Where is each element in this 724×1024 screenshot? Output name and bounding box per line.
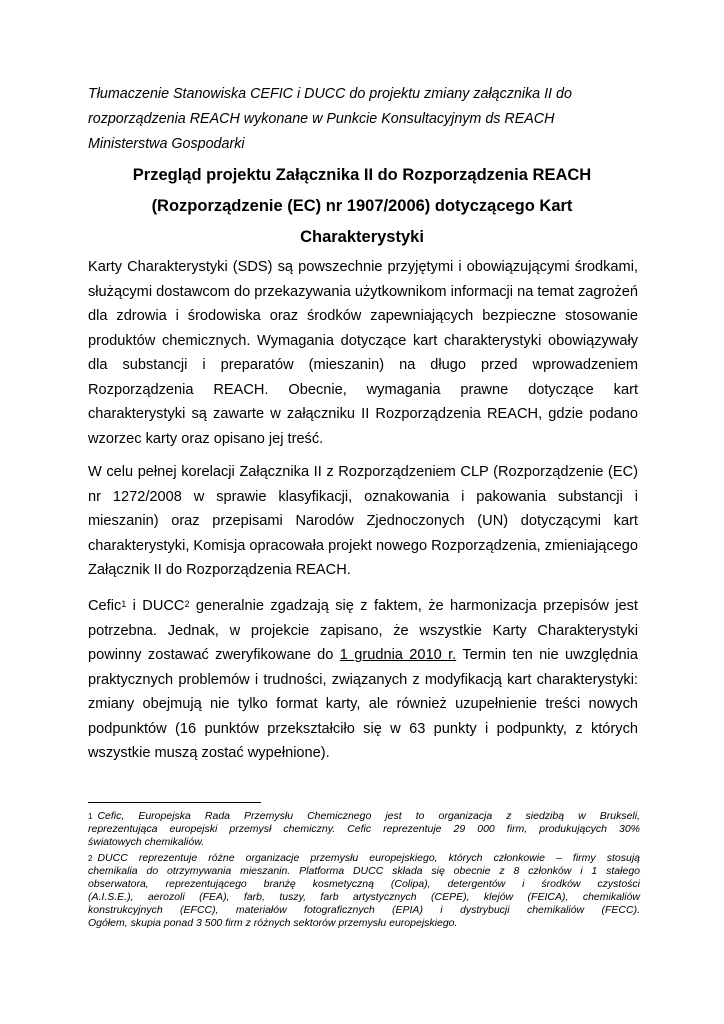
footnote-text: DUCC reprezentuje różne organizacje przemysłu europejskiego, których członkowie – firmy stosują bbox=[97, 852, 640, 864]
footnote-1 bbox=[88, 810, 640, 849]
paragraph-line: podpunktów (16 punktów przekształciło się w 63 punkty i podpunkty, z których bbox=[88, 720, 638, 737]
paragraph-line: praktycznych problemów i trudności, związanych z modyfikacją kart charakterystyki: bbox=[88, 671, 638, 688]
paragraph-3 bbox=[88, 594, 638, 766]
paragraph-line: produktów chemicznych. Wymagania dotyczące kart charakterystyki obowiązywały bbox=[88, 332, 638, 349]
title-line: (Rozporządzenie (EC) nr 1907/2006) dotyczącego Kart bbox=[151, 197, 573, 215]
document-title bbox=[88, 160, 636, 253]
paragraph-line: charakterystyki, Komisja opracowała projekt nowego Rozporządzenia, zmieniającego bbox=[88, 537, 638, 554]
footnote-line: chemikalia do otrzymywania mieszanin. Platforma DUCC składa się obecnie z 8 członków i 1 stałego bbox=[88, 865, 640, 877]
paragraph-line: dla substancji i preparatów (mieszanin) na długo przed wprowadzeniem bbox=[88, 357, 638, 373]
paragraph-line: zmiany obejmują nie tylko format karty, ale również uzupełnienie treści nowych bbox=[88, 696, 638, 712]
footnote-line: obserwatora, reprezentującego branżę kosmetyczną (Colipa), detergentów i środków czystości bbox=[88, 878, 640, 890]
footnote-number: 1 bbox=[88, 812, 93, 821]
paragraph-line: wzorzec karty oraz opisano jej treść. bbox=[88, 430, 324, 447]
line-text: powinny zostawać zweryfikowane do bbox=[88, 647, 340, 663]
footnote-number: 2 bbox=[88, 854, 93, 863]
paragraph-line: potrzebna. Jednak, w projekcie zapisano, że wszystkie Karty Charakterystyki bbox=[88, 622, 638, 639]
footnote-line: (A.I.S.E.), aerozoli (FEA), farb, tuszy, farb artystycznych (CEPE), klejów (FEICA), chemikaliów bbox=[88, 891, 640, 903]
paragraph-2 bbox=[88, 460, 638, 583]
deadline-date: 1 grudnia 2010 r. bbox=[339, 647, 457, 663]
footnote-separator bbox=[88, 802, 261, 803]
paragraph-line: nr 1272/2008 w sprawie klasyfikacji, oznakowania i pakowania substancji i bbox=[88, 488, 638, 505]
paragraph-line bbox=[88, 643, 638, 668]
paragraph-line: Karty Charakterystyki (SDS) są powszechnie przyjętymi i obowiązującymi środkami, bbox=[88, 259, 638, 275]
line-text: Termin ten nie uwzględnia bbox=[456, 647, 638, 663]
paragraph-line: wszystkie muszą zostać wypełnione). bbox=[88, 745, 330, 761]
footnote-line bbox=[88, 810, 640, 823]
paragraph-line: W celu pełnej korelacji Załącznika II z Rozporządzeniem CLP (Rozporządzenie (EC) bbox=[88, 464, 638, 480]
line-text: generalnie zgadzają się z faktem, że harmonizacja przepisów jest bbox=[189, 598, 638, 614]
paragraph-1 bbox=[88, 255, 638, 451]
title-line: Przegląd projektu Załącznika II do Rozporządzenia REACH bbox=[132, 166, 592, 184]
paragraph-line: mieszanin) oraz przepisami Narodów Zjednoczonych (UN) dotyczącymi kart bbox=[88, 513, 638, 529]
translation-note bbox=[88, 82, 648, 157]
footnote-2 bbox=[88, 852, 640, 930]
footnote-line: reprezentująca europejski przemysł chemiczny. Cefic reprezentuje 29 000 firm, produkujących 30% bbox=[88, 823, 640, 835]
footnote-line: konstrukcyjnych (EFCC), materiałów fotograficznych (EPIA) i dystrybucji chemikaliów (FECC). bbox=[88, 904, 640, 916]
footnote-line: Ogółem, skupia ponad 3 500 firm z różnych sektorów przemysłu europejskiego. bbox=[88, 917, 458, 929]
intro-line: Ministerstwa Gospodarki bbox=[88, 136, 245, 152]
footnote-line: światowych chemikaliów. bbox=[88, 836, 205, 848]
footnote-text: Cefic, Europejska Rada Przemysłu Chemicznego jest to organizacja z siedzibą w Brukseli, bbox=[97, 810, 640, 822]
title-line: Charakterystyki bbox=[300, 228, 424, 246]
ducc-text: i DUCC bbox=[126, 598, 185, 614]
cefic-text: Cefic bbox=[88, 598, 122, 614]
paragraph-line: Rozporządzenia REACH. Obecnie, wymagania prawne dotyczące kart bbox=[88, 381, 638, 398]
intro-line: rozporządzenia REACH wykonane w Punkcie Konsultacyjnym ds REACH bbox=[88, 111, 555, 127]
paragraph-line bbox=[88, 594, 638, 619]
paragraph-line: dla zdrowia i środowiska oraz środków zapewniających bezpieczne stosowanie bbox=[88, 308, 638, 324]
footnote-ref-2[interactable]: 2 bbox=[184, 599, 190, 609]
paragraph-line: charakterystyki są zawarte w załączniku II Rozporządzenia REACH, gdzie podano bbox=[88, 406, 638, 422]
footnote-line bbox=[88, 852, 640, 865]
paragraph-line: służącymi dostawcom do przekazywania użytkownikom informacji na temat zagrożeń bbox=[88, 283, 638, 300]
paragraph-line: Załącznik II do Rozporządzenia REACH. bbox=[88, 562, 351, 578]
intro-line: Tłumaczenie Stanowiska CEFIC i DUCC do projektu zmiany załącznika II do bbox=[88, 86, 572, 102]
footnote-ref-1[interactable]: 1 bbox=[121, 599, 127, 609]
